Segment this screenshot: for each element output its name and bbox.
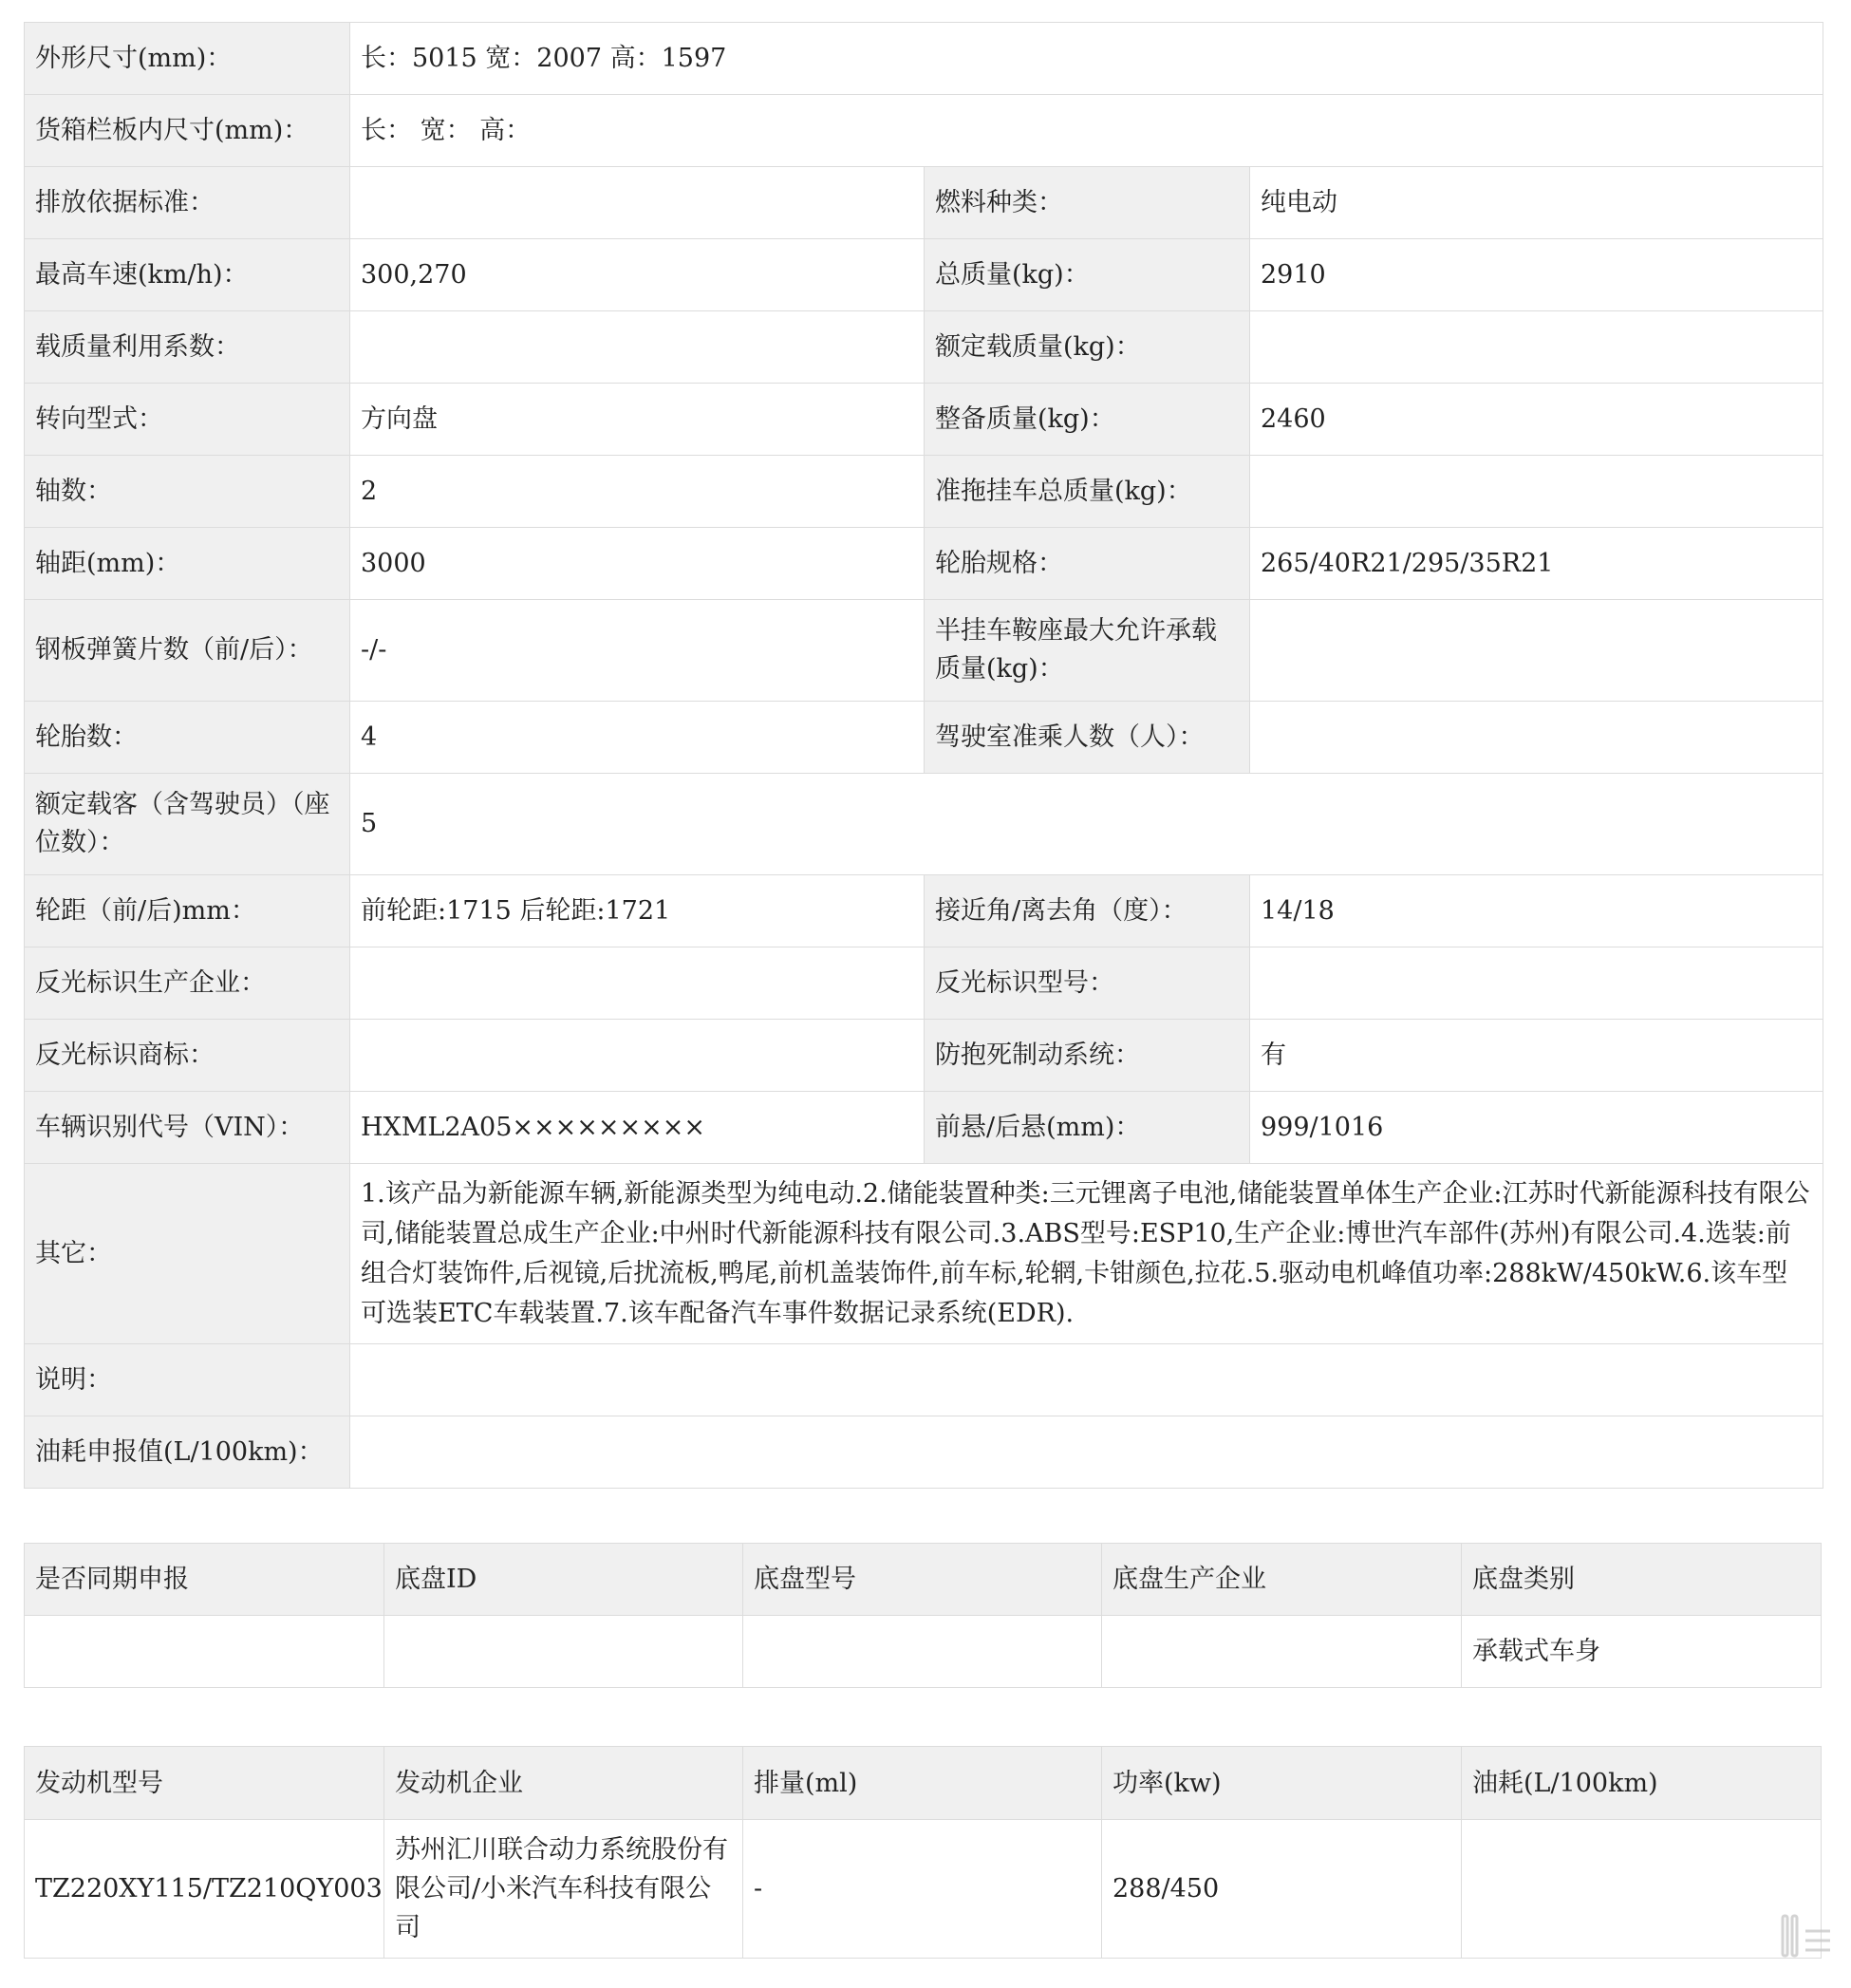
fuel-consumption-value — [350, 1416, 1823, 1489]
engine-cell: TZ220XY115/TZ210QY003 — [25, 1820, 384, 1959]
steering-value: 方向盘 — [350, 384, 925, 456]
totalmass-value: 2910 — [1250, 239, 1823, 311]
engine-header-row — [25, 1747, 1822, 1820]
vehicle-spec-table — [24, 22, 1823, 1489]
spec-row-other — [25, 1164, 1823, 1344]
spec-row-wheelbase — [25, 528, 1823, 600]
cab-label: 驾驶室准乘人数（人）： — [925, 702, 1250, 774]
spec-row-vin — [25, 1092, 1823, 1164]
overhang-label: 前悬/后悬(mm)： — [925, 1092, 1250, 1164]
seats-label: 额定载客（含驾驶员）（座位数）： — [25, 774, 350, 875]
chassis-cell — [384, 1616, 743, 1688]
saddle-value — [1250, 600, 1823, 702]
track-label: 轮距（前/后)mm： — [25, 875, 350, 947]
spec-row-seats — [25, 774, 1823, 875]
leaf-label: 钢板弹簧片数（前/后）： — [25, 600, 350, 702]
cargo-value: 长： 宽： 高： — [350, 95, 1823, 167]
tire-spec-label: 轮胎规格： — [925, 528, 1250, 600]
loadfactor-value — [350, 311, 925, 384]
totalmass-label: 总质量(kg)： — [925, 239, 1250, 311]
engine-cell — [1462, 1820, 1822, 1959]
engine-header-cell: 功率(kw) — [1102, 1747, 1462, 1820]
reflector-maker-label: 反光标识生产企业： — [25, 947, 350, 1020]
note-label: 说明： — [25, 1344, 350, 1416]
overhang-value: 999/1016 — [1250, 1092, 1823, 1164]
reflector-model-value — [1250, 947, 1823, 1020]
chassis-header-cell: 底盘型号 — [743, 1544, 1102, 1616]
spec-row-track — [25, 875, 1823, 947]
angle-label: 接近角/离去角（度）： — [925, 875, 1250, 947]
tires-value: 4 — [350, 702, 925, 774]
axles-label: 轴数： — [25, 456, 350, 528]
chassis-header-cell: 底盘类别 — [1462, 1544, 1822, 1616]
maxspeed-label: 最高车速(km/h)： — [25, 239, 350, 311]
curbmass-label: 整备质量(kg)： — [925, 384, 1250, 456]
spec-row-axles — [25, 456, 1823, 528]
wheelbase-label: 轴距(mm)： — [25, 528, 350, 600]
leaf-value: -/- — [350, 600, 925, 702]
reflector-brand-label: 反光标识商标： — [25, 1020, 350, 1092]
emission-value — [350, 167, 925, 239]
abs-value: 有 — [1250, 1020, 1823, 1092]
trailer-label: 准拖挂车总质量(kg)： — [925, 456, 1250, 528]
chassis-cell — [743, 1616, 1102, 1688]
engine-cell: 288/450 — [1102, 1820, 1462, 1959]
tire-spec-value: 265/40R21/295/35R21 — [1250, 528, 1823, 600]
other-label: 其它： — [25, 1164, 350, 1344]
spec-row-leaf — [25, 600, 1823, 702]
spec-row-dimensions — [25, 23, 1823, 95]
spec-row-emission — [25, 167, 1823, 239]
spec-row-speed — [25, 239, 1823, 311]
reflector-maker-value — [350, 947, 925, 1020]
weibo-style-logo-icon — [1773, 1903, 1840, 1969]
maxspeed-value: 300,270 — [350, 239, 925, 311]
wheelbase-value: 3000 — [350, 528, 925, 600]
engine-data-row — [25, 1820, 1822, 1959]
chassis-cell: 承载式车身 — [1462, 1616, 1822, 1688]
fuel-value: 纯电动 — [1250, 167, 1823, 239]
tires-label: 轮胎数： — [25, 702, 350, 774]
vin-value: HXML2A05××××××××× — [350, 1092, 925, 1164]
engine-cell: - — [743, 1820, 1102, 1959]
steering-label: 转向型式： — [25, 384, 350, 456]
engine-header-cell: 油耗(L/100km) — [1462, 1747, 1822, 1820]
other-value: 1.该产品为新能源车辆,新能源类型为纯电动.2.储能装置种类:三元锂离子电池,储能装置单体生产企业:江苏时代新能源科技有限公司,储能装置总成生产企业:中州时代新能源科技有限公司.3.ABS型号:ESP10,生产企业:博世汽车部件(苏州)有限公司.4.选装:前组合灯装饰件,后视镜,后扰流板,鸭尾,前机盖装饰件,前车标,轮辋,卡钳颜色,拉花.5.驱动电机峰值功率:288kW/450kW.6.该车型可选装ETC车载装置.7.该车配备汽车事件数据记录系统(EDR). — [350, 1164, 1823, 1344]
dimensions-value: 长：5015 宽：2007 高：1597 — [350, 23, 1823, 95]
chassis-header-cell: 底盘ID — [384, 1544, 743, 1616]
spec-row-load — [25, 311, 1823, 384]
reflector-model-label: 反光标识型号： — [925, 947, 1250, 1020]
chassis-header-cell: 是否同期申报 — [25, 1544, 384, 1616]
chassis-header-row — [25, 1544, 1822, 1616]
fuel-consumption-label: 油耗申报值(L/100km)： — [25, 1416, 350, 1489]
chassis-cell — [25, 1616, 384, 1688]
spec-row-tires — [25, 702, 1823, 774]
dimensions-label: 外形尺寸(mm)： — [25, 23, 350, 95]
loadfactor-label: 载质量利用系数： — [25, 311, 350, 384]
track-value: 前轮距:1715 后轮距:1721 — [350, 875, 925, 947]
spec-row-steering — [25, 384, 1823, 456]
cargo-label: 货箱栏板内尺寸(mm)： — [25, 95, 350, 167]
emission-label: 排放依据标准： — [25, 167, 350, 239]
vin-label: 车辆识别代号（VIN）： — [25, 1092, 350, 1164]
note-value — [350, 1344, 1823, 1416]
chassis-table — [24, 1543, 1822, 1688]
cab-value — [1250, 702, 1823, 774]
spec-row-fuel-consumption — [25, 1416, 1823, 1489]
engine-table — [24, 1746, 1822, 1959]
angle-value: 14/18 — [1250, 875, 1823, 947]
spec-row-note — [25, 1344, 1823, 1416]
curbmass-value: 2460 — [1250, 384, 1823, 456]
chassis-data-row — [25, 1616, 1822, 1688]
chassis-cell — [1102, 1616, 1462, 1688]
axles-value: 2 — [350, 456, 925, 528]
ratedload-label: 额定载质量(kg)： — [925, 311, 1250, 384]
chassis-header-cell: 底盘生产企业 — [1102, 1544, 1462, 1616]
fuel-label: 燃料种类： — [925, 167, 1250, 239]
engine-header-cell: 发动机型号 — [25, 1747, 384, 1820]
seats-value: 5 — [350, 774, 1823, 875]
ratedload-value — [1250, 311, 1823, 384]
trailer-value — [1250, 456, 1823, 528]
spec-row-reflector-maker — [25, 947, 1823, 1020]
spec-row-cargo — [25, 95, 1823, 167]
engine-header-cell: 排量(ml) — [743, 1747, 1102, 1820]
spec-row-reflector-brand — [25, 1020, 1823, 1092]
engine-cell: 苏州汇川联合动力系统股份有限公司/小米汽车科技有限公司 — [384, 1820, 743, 1959]
saddle-label: 半挂车鞍座最大允许承载质量(kg)： — [925, 600, 1250, 702]
engine-header-cell: 发动机企业 — [384, 1747, 743, 1820]
reflector-brand-value — [350, 1020, 925, 1092]
abs-label: 防抱死制动系统： — [925, 1020, 1250, 1092]
